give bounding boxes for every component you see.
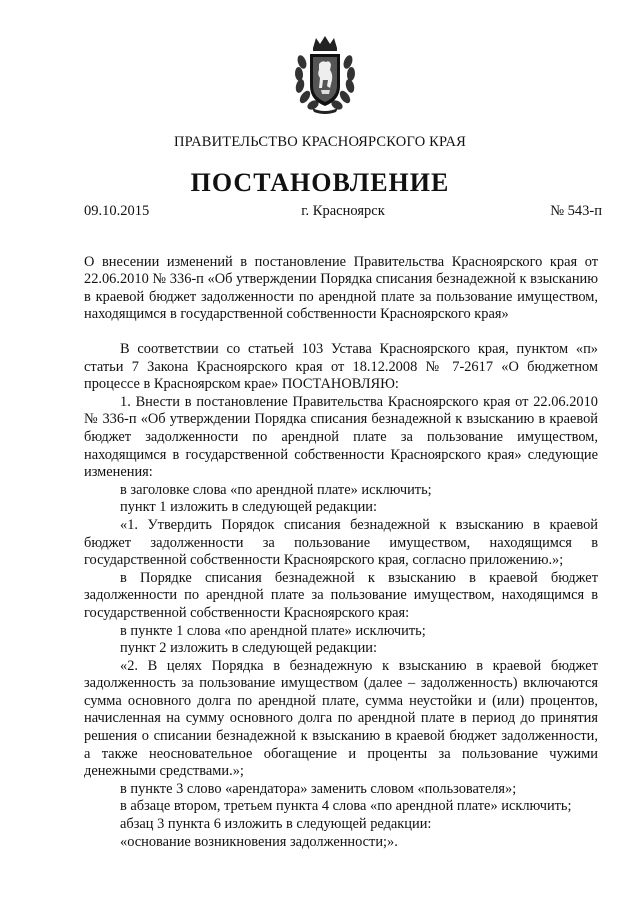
body-paragraph: в пункте 1 слова «по арендной плате» исключить; [120,622,426,639]
body-paragraph: «2. В целях Порядка в безнадежную к взысканию в краевой бюджет задолженность за пользование имуществом (далее – задолженность) включаются сумма основного долга по арендной плате, сумма неустойки и (или) процентов, начисленная на сумму основного долга по арендной плате в период до принятия решения о списании безнадежной к взысканию в краевой бюджет задолженности, а также неосновательное обогащение и проценты за пользование чужими денежными средствами.»; [84,657,598,780]
body-paragraph: в пункте 3 слово «арендатора» заменить словом «пользователя»; [120,780,517,797]
krasnoyarsk-coat-of-arms-icon [292,34,358,114]
body-paragraph: в абзаце втором, третьем пункта 4 слова «по арендной плате» исключить; [120,798,572,815]
document-meta [84,203,602,223]
document-body [84,341,598,851]
body-paragraph: пункт 2 изложить в следующей редакции: [120,640,377,657]
body-paragraph: в Порядке списания безнадежной к взысканию в краевой бюджет задолженности по арендной плате за пользование имуществом, находящимся в государственной собственности Красноярского края: [84,569,598,621]
body-paragraph: В соответствии со статьей 103 Устава Красноярского края, пунктом «п» статьи 7 Закона Красноярского края от 18.12.2008 № 7-2617 «О бюджетном процессе в Красноярском крае» ПОСТАНОВЛЯЮ: [84,341,598,393]
body-paragraph: 1. Внести в постановление Правительства Красноярского края от 22.06.2010 № 336-п «Об утверждении Порядка списания безнадежной к взысканию в краевой бюджет задолженности по арендной плате за пользование имуществом, находящимся в государственной собственности Красноярского края» следующие изменения: [84,393,598,481]
body-paragraph: абзац 3 пункта 6 изложить в следующей редакции: [120,816,432,833]
body-paragraph: «1. Утвердить Порядок списания безнадежной к взысканию в краевой бюджет задолженности за пользование имуществом, находящимся в государственной собственности Красноярского края, согласно приложению.»; [84,516,598,569]
body-paragraph: «основание возникновения задолженности;». [120,833,398,850]
government-name: ПРАВИТЕЛЬСТВО КРАСНОЯРСКОГО КРАЯ [173,134,467,150]
body-paragraph: пункт 1 изложить в следующей редакции: [120,499,377,516]
document-city: г. Красноярск [301,203,385,219]
document-date: 09.10.2015 [84,203,150,219]
body-paragraph: в заголовке слова «по арендной плате» исключить; [120,481,432,498]
document-number: № 543-п [550,203,602,219]
document-title: ПОСТАНОВЛЕНИЕ [190,168,450,197]
document-subject: О внесении изменений в постановление Правительства Красноярского края от 22.06.2010 № 336-п «Об утверждении Порядка списания безнадежной к взысканию в краевой бюджет задолженности по арендной плате за пользование имуществом, находящимся в государственной собственности Красноярского края» [84,254,598,323]
